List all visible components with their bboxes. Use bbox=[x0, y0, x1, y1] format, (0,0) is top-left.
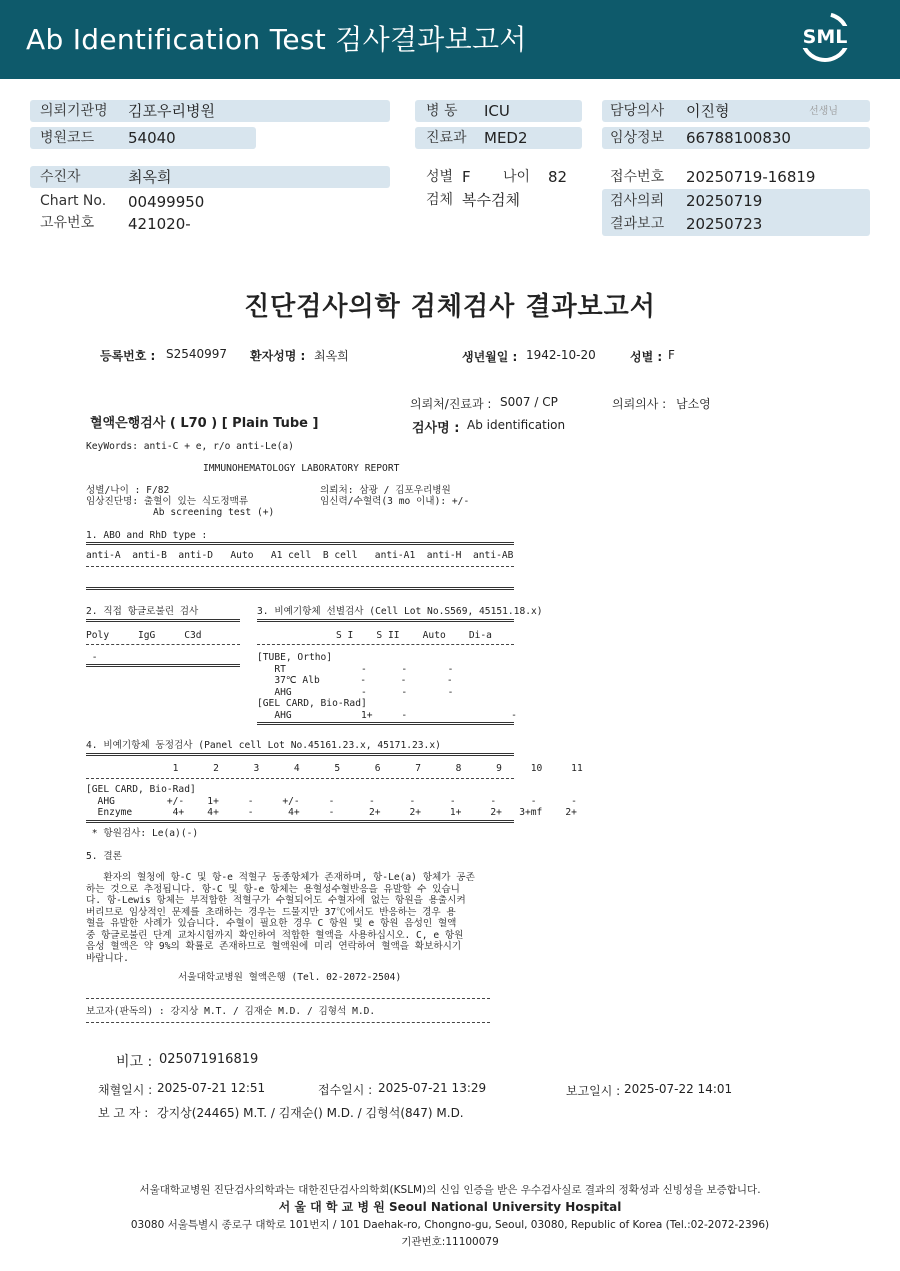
s2-top-rule bbox=[86, 619, 240, 622]
conclusion: 환자의 혈청에 항-C 및 항-e 적혈구 동종항체가 존재하며, 항-Le(a) 항체가 공존 하는 것으로 추정됩니다. 항-C 및 항-e 항체는 용혈성수혈반응을 유발할 수 있습니 다. 항-Lewis 항체는 부적합한 적혈구가 수혈되어도 수혈자에 없는 항원을 용출시켜 버리므로 임상적인 문제를 초래하는 경우는 드물지만 37℃에서도 반응하는 경우 용 혈을 유발한 사례가 있습니다. 수혈이 필요한 경우 C 항원 및 e 항원 음성인 혈액 중 항글로불린 단계 교차시험까지 확인하여 적합한 혈액을 사용하십시오. C, e 항원 음성 혈액은 약 9%의 확률로 존재하므로 혈액원에 미리 연락하여 혈액을 확보하시기 바랍니다. bbox=[86, 872, 475, 964]
s4-headers: 1 2 3 4 5 6 7 8 9 10 11 bbox=[86, 763, 583, 774]
remark-label: 비고 : bbox=[116, 1054, 153, 1070]
reporters-top-rule bbox=[86, 998, 490, 999]
hospital-name bbox=[0, 1198, 900, 1215]
s2-mid-rule bbox=[86, 644, 240, 645]
s4-title: 4. 비예기항체 동정검사 (Panel cell Lot No.45161.23.x, 45171.23.x) bbox=[86, 740, 441, 751]
s1-mid-rule bbox=[86, 566, 514, 567]
receipt-value: 20250719-16819 bbox=[686, 168, 816, 186]
s4-mid-rule bbox=[86, 778, 514, 779]
rsex-value: F bbox=[668, 348, 675, 362]
hospital-name-ko: 서 울 대 학 교 병 원 bbox=[278, 1200, 385, 1214]
s4-rows: [GEL CARD, Bio-Rad] AHG +/- 1+ - +/- - - - - - - - Enzyme 4+ 4+ - 4+ - 2+ 2+ 1+ 2+ 3+mf 2+ bbox=[86, 784, 577, 818]
age-label: 나이 bbox=[503, 169, 531, 185]
org-number: 기관번호:11100079 bbox=[401, 1236, 499, 1248]
diagnosis-2: Ab screening test (+) bbox=[153, 507, 275, 518]
rsex-label: 성별 : bbox=[630, 350, 663, 364]
dept-label: 진료과 bbox=[426, 130, 467, 146]
collected-label: 채혈일시 : bbox=[98, 1083, 153, 1097]
s4-top-rule bbox=[86, 753, 514, 756]
patient-label: 수진자 bbox=[40, 169, 81, 185]
receipt-label: 접수번호 bbox=[610, 169, 665, 185]
s3-bottom-rule bbox=[257, 722, 514, 725]
reported-value: 2025-07-22 14:01 bbox=[624, 1082, 733, 1096]
request-value: 20250719 bbox=[686, 192, 763, 210]
dept-value: MED2 bbox=[484, 129, 528, 147]
lab-title: IMMUNOHEMATOLOGY LABORATORY REPORT bbox=[203, 463, 400, 474]
req-org-value: 김포우리병원 bbox=[128, 102, 215, 120]
pregnancy: 임신력/수혈력(3 mo 이내): +/- bbox=[320, 496, 470, 507]
specimen-value: 복수검체 bbox=[462, 191, 520, 209]
s3-mid-rule bbox=[257, 644, 514, 645]
header-bar bbox=[0, 0, 900, 79]
hosp-code-value: 54040 bbox=[128, 129, 176, 147]
reporter-label: 보 고 자 : bbox=[98, 1106, 149, 1120]
hospital-name-en: Seoul National University Hospital bbox=[389, 1200, 622, 1214]
s3-rows: [TUBE, Ortho] RT - - - 37℃ Alb - - - AHG - - - [GEL CARD, Bio-Rad] AHG 1+ - - bbox=[257, 652, 517, 721]
remark-value: 025071916819 bbox=[159, 1052, 259, 1067]
clinical-label: 임상정보 bbox=[610, 130, 665, 146]
reporters-bottom-rule bbox=[86, 1022, 490, 1023]
hosp-code-label: 병원코드 bbox=[40, 130, 95, 146]
diagnosis: 임상진단명: 출혈이 있는 식도정맥류 bbox=[86, 496, 249, 507]
age-value: 82 bbox=[548, 168, 568, 186]
s2-headers: Poly IgG C3d bbox=[86, 630, 202, 641]
blood-bank: 서울대학교병원 혈액은행 (Tel. 02-2072-2504) bbox=[178, 972, 402, 983]
keywords: KeyWords: anti-C + e, r/o anti-Le(a) bbox=[86, 441, 294, 452]
reported-label: 보고일시 : bbox=[566, 1084, 621, 1098]
address: 03080 서울특별시 종로구 대학로 101번지 / 101 Daehak-ro, Chongno-gu, Seoul, 03080, Republic of Korea (Tel.:02-2072-2396) bbox=[130, 1219, 770, 1231]
reg-label: 등록번호 : bbox=[100, 349, 156, 363]
s1-title: 1. ABO and RhD type : bbox=[86, 530, 208, 541]
req-org-label: 의뢰기관명 bbox=[40, 103, 108, 119]
dob-value: 1942-10-20 bbox=[526, 348, 596, 362]
sex-label: 성별 bbox=[426, 169, 454, 185]
s1-bottom-rule bbox=[86, 587, 514, 590]
ward-value: ICU bbox=[484, 102, 510, 120]
sex-age: 성별/나이 : F/82 bbox=[86, 485, 170, 496]
doctor-suffix: 선생님 bbox=[809, 106, 838, 117]
s2-title: 2. 직접 항글로불린 검사 bbox=[86, 606, 199, 617]
received-label: 접수일시 : bbox=[318, 1083, 373, 1097]
test-name-label: 검사명 : bbox=[412, 421, 460, 436]
s2-values: - bbox=[86, 652, 98, 663]
s5-title: 5. 결론 bbox=[86, 851, 122, 862]
s1-top-rule bbox=[86, 542, 514, 545]
rdoctor-value: 남소영 bbox=[676, 397, 711, 411]
uid-value: 421020- bbox=[128, 215, 191, 233]
page-title: Ab Identification Test 검사결과보고서 bbox=[26, 23, 527, 56]
rdoctor-label: 의뢰의사 : bbox=[612, 397, 667, 411]
dob-label: 생년월일 : bbox=[462, 350, 518, 364]
test-name-value: Ab identification bbox=[467, 418, 566, 432]
s3-top-rule bbox=[257, 619, 514, 622]
client: 의뢰처: 삼광 / 김포우리병원 bbox=[320, 485, 451, 496]
sex-value: F bbox=[462, 168, 471, 186]
doctor-value: 이진형 bbox=[686, 102, 730, 120]
chart-label: Chart No. bbox=[40, 193, 107, 209]
doctor-label: 담당의사 bbox=[610, 103, 665, 119]
test-group: 혈액은행검사 ( L70 ) [ Plain Tube ] bbox=[90, 416, 319, 431]
reporters: 보고자(판독의) : 강지상 M.T. / 김재순 M.D. / 김형석 M.D. bbox=[86, 1006, 376, 1017]
specimen-label: 검체 bbox=[426, 192, 454, 208]
received-value: 2025-07-21 13:29 bbox=[378, 1081, 487, 1095]
rdept-label: 의뢰처/진료과 : bbox=[410, 397, 492, 411]
patient-row bbox=[30, 166, 390, 188]
rdept-value: S007 / CP bbox=[500, 395, 558, 409]
report-title: 진단검사의학 검체검사 결과보고서 bbox=[244, 292, 656, 322]
chart-value: 00499950 bbox=[128, 193, 205, 211]
collected-value: 2025-07-21 12:51 bbox=[157, 1081, 266, 1095]
logo-text: SML bbox=[796, 26, 854, 48]
reporter-value: 강지상(24465) M.T. / 김재순() M.D. / 김형석(847) M.D. bbox=[157, 1106, 464, 1120]
request-label: 검사의뢰 bbox=[610, 193, 665, 209]
s4-bottom-rule bbox=[86, 820, 514, 823]
reg-value: S2540997 bbox=[166, 347, 228, 361]
s3-headers: S I S II Auto Di-a bbox=[336, 630, 492, 641]
antigen-test: * 항원검사: Le(a)(-) bbox=[86, 828, 199, 839]
uid-label: 고유번호 bbox=[40, 215, 95, 231]
s3-title: 3. 비예기항체 선별검사 (Cell Lot No.S569, 45151.18.x) bbox=[257, 606, 543, 617]
result-label: 결과보고 bbox=[610, 216, 665, 232]
clinical-value: 66788100830 bbox=[686, 129, 791, 147]
s2-bottom-rule bbox=[86, 664, 240, 667]
name-label: 환자성명 : bbox=[250, 349, 306, 363]
result-value: 20250723 bbox=[686, 215, 763, 233]
s1-headers: anti-A anti-B anti-D Auto A1 cell B cell anti-A1 anti-H anti-AB bbox=[86, 550, 514, 561]
certification: 서울대학교병원 진단검사의학과는 대한진단검사의학회(KSLM)의 신임 인증을 받은 우수검사실로 결과의 정확성과 신빙성을 보증합니다. bbox=[139, 1184, 761, 1196]
sml-logo bbox=[796, 12, 854, 66]
ward-label: 병 동 bbox=[426, 103, 458, 119]
patient-value: 최옥희 bbox=[128, 168, 172, 186]
name-value: 최옥희 bbox=[314, 349, 349, 363]
